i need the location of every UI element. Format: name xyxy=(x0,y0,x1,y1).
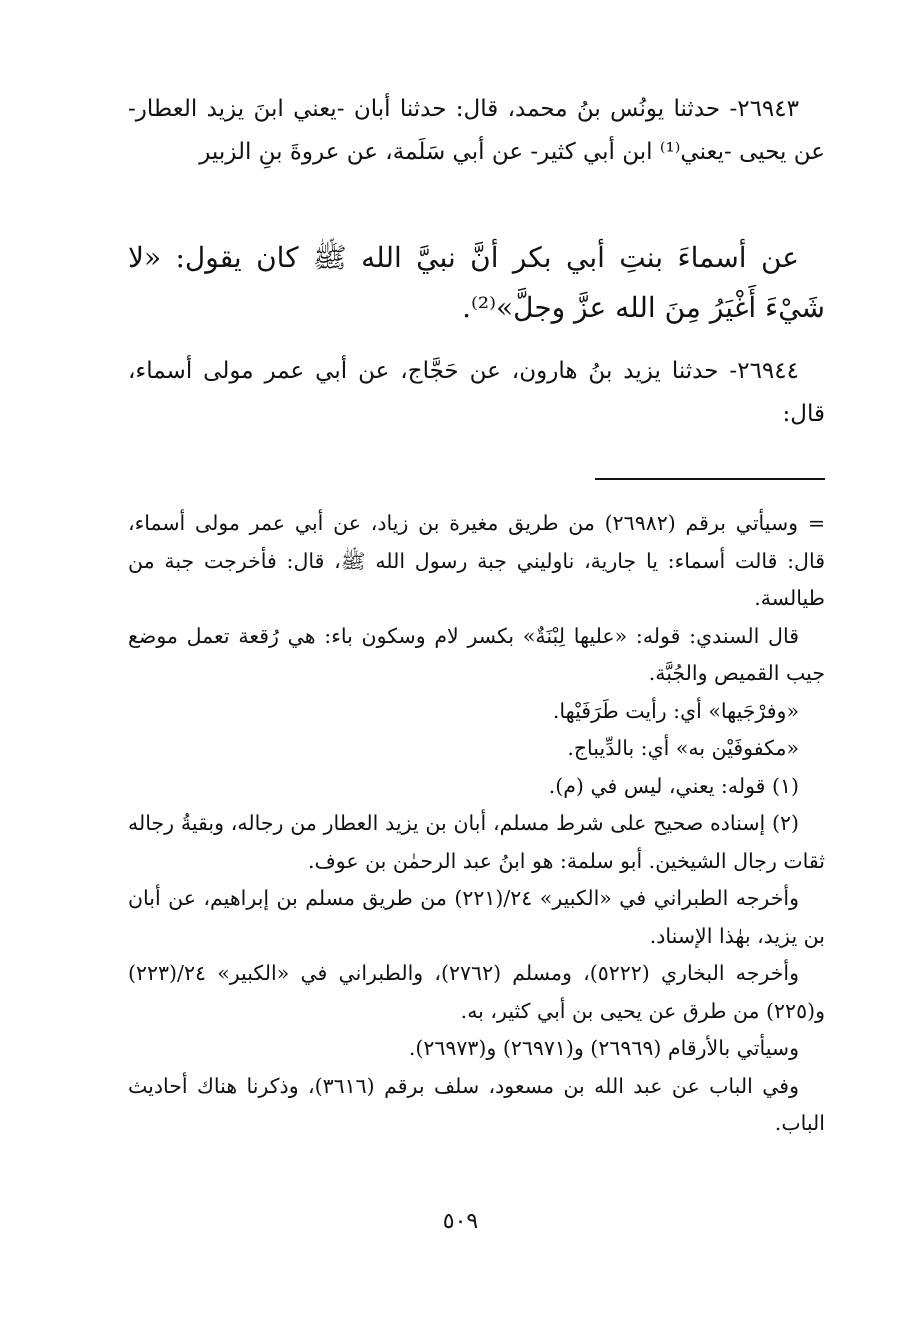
footnote-bukhari: وأخرجه البخاري (٥٢٢٢)، ومسلم (٢٧٦٢)، والطبراني في «الكبير» ٢٤/(٢٢٣) و(٢٢٥) من طرق عن يحيى بن أبي كثير، به. xyxy=(128,961,825,1023)
hadith-26943 xyxy=(128,88,825,174)
hadith-26944 xyxy=(128,350,825,436)
footnote-bab: وفي الباب عن عبد الله بن مسعود، سلف برقم (٣٦١٦)، وذكرنا هناك أحاديث الباب. xyxy=(128,1073,825,1135)
footnote-makfufayn: «مكفوفَيْن به» أي: بالدِّيباج. xyxy=(567,736,799,760)
hadith-26944-isnad: ٢٦٩٤٤- حدثنا يزيد بنُ هارون، عن حَجَّاج، عن أبي عمر مولى أسماء، قال: xyxy=(128,358,825,427)
hadith-26943-matn: عن أسماءَ بنتِ أبي بكر أنَّ نبيَّ الله ﷺ كان يقول: «لا شَيْءَ أَغْيَرُ مِنَ الله عزَّ وجلَّ»⁽²⁾. xyxy=(128,241,825,324)
footnote-tabarani: وأخرجه الطبراني في «الكبير» ٢٤/(٢٢١) من طريق مسلم بن إبراهيم، عن أبان بن يزيد، بهٰذا الإسناد. xyxy=(128,886,825,948)
footnote-2: (٢) إسناده صحيح على شرط مسلم، أبان بن يزيد العطار من رجاله، وبقيةُ رجاله ثقات رجال الشيخين. أبو سلمة: هو ابنُ عبد الرحمٰن بن عوف. xyxy=(128,811,825,873)
footnote-1: (١) قوله: يعني، ليس في (م). xyxy=(548,773,799,798)
footnote-later: وسيأتي بالأرقام (٢٦٩٦٩) و(٢٦٩٧١) و(٢٦٩٧٣). xyxy=(408,1036,799,1060)
page-number: ٥٠٩ xyxy=(442,1209,479,1234)
hadith-26943-isnad: ٢٦٩٤٣- حدثنا يونُس بنُ محمد، قال: حدثنا أبان -يعني ابنَ يزيد العطار- عن يحيى -يعني⁽¹⁾ ابن أبي كثير- عن أبي سَلَمة، عن عروةَ بنِ الزبير xyxy=(128,96,825,165)
footnote-sindi: قال السندي: قوله: «عليها لِبْنَةٌ» بكسر لام وسكون باء: هي رُقعة تعمل موضع جيب القميص والجُبَّة. xyxy=(128,623,825,685)
footnote-continuation: = وسيأتي برقم (٢٦٩٨٢) من طريق مغيرة بن زياد، عن أبي عمر مولى أسماء، قال: قالت أسماء: يا جارية، ناوليني جبة رسول الله ﷺ، قال: فأخرجت جبة من طيالسة. xyxy=(128,511,826,610)
footnote-separator xyxy=(595,478,825,480)
footnote-farjayha: «وفرْجَيها» أي: رأيت طَرَفَيْها. xyxy=(552,698,799,723)
hadith-26943-matn-block xyxy=(128,233,825,333)
footnotes-section xyxy=(128,505,825,1143)
